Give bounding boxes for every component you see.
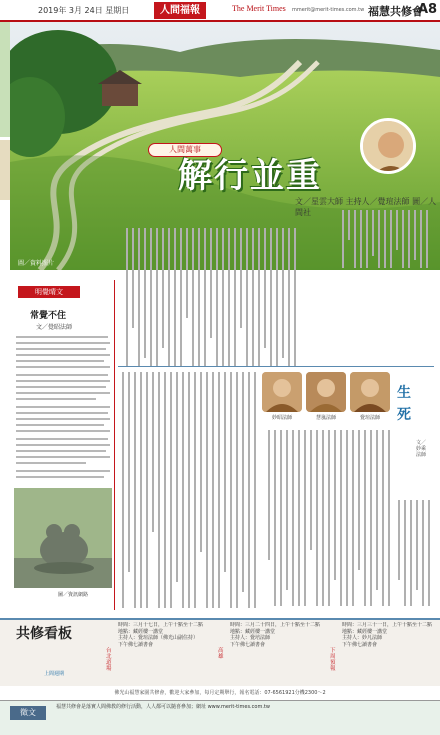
event-card-2 [230, 622, 326, 684]
event-time: 時間：三月二十四日，上午十點至十二點 [230, 622, 321, 628]
feature-title: 生死 [397, 385, 411, 423]
byline-host: 主持人／覺瑄法師 [345, 197, 410, 206]
newspaper-logo: 人間福報 [154, 2, 206, 19]
lower-article-left [118, 372, 258, 612]
column-text-lines [14, 334, 112, 484]
adjacent-page-strip-2 [0, 140, 10, 200]
event-card-1 [118, 622, 214, 684]
event-host: 主持人：覺瑄法師（佛光山副住持） [118, 635, 199, 642]
page-number: A8 [418, 2, 438, 17]
events-subtitle: 上間週期 [44, 671, 65, 677]
event-extra: 下午佛七讀書會 [342, 641, 378, 648]
byline-illustration: 圖／人間社 [295, 197, 437, 217]
hero-photo-credit: 圖／資料照片 [18, 260, 55, 267]
event-place: 地點：藏經樓一講堂 [230, 628, 276, 635]
footer-text: 福慧共修會是落實人間佛教的修行活動，人人都可以隨喜參加；網址 www.merit-times.com.tw [56, 704, 270, 710]
feature-author: 文／妙乘法師 [416, 440, 427, 458]
speaker-name-1: 妙昭法師 [271, 415, 292, 421]
hero-title: 解行並重 [178, 156, 322, 196]
adjacent-page-strip [0, 22, 10, 137]
section-title: 福慧共修會 [368, 5, 423, 18]
event-time: 時間：三月三十一日，上午十點至十二點 [342, 622, 433, 628]
event-host: 主持人：覺培法師 [230, 635, 271, 642]
event-col-label-1: 台北道場 [106, 648, 112, 672]
hero-badge: 人間萬事 [148, 143, 222, 157]
speaker-name-2: 慧嵐法師 [315, 415, 336, 421]
speaker-name-3: 覺瑄法師 [359, 415, 380, 421]
events-note: 佛光山福慧家園共修會，歡迎大家參加，每月定期舉行，報名電話：07-6561921分機2300～2 [0, 688, 440, 698]
speaker-photo-2 [306, 372, 346, 412]
column-title: 常覺不住 [30, 311, 67, 321]
column-body [14, 334, 112, 484]
frog-photo-credit: 圖／資訊網路 [58, 592, 89, 598]
footer-tag: 徵文 [10, 706, 46, 720]
lower-article-right [262, 430, 392, 610]
event-time: 時間：三月十七日，上午十點至十二點 [118, 622, 204, 628]
column-author: 文／覺昭法師 [36, 324, 73, 331]
column-divider [114, 280, 115, 610]
main-article-lines [118, 228, 298, 368]
main-article-top-right [300, 210, 430, 270]
main-article-upper [118, 228, 298, 368]
master-portrait [360, 118, 416, 174]
frog-statue-photo [14, 488, 112, 588]
speaker-photo-1 [262, 372, 302, 412]
speaker-photos [262, 372, 392, 420]
event-place: 地點：藏經樓一講堂 [118, 628, 164, 635]
issue-date: 2019年 3月 24日 星期日 [38, 6, 130, 15]
byline-author: 文／星雲大師 [295, 197, 343, 206]
event-card-3 [342, 622, 434, 684]
event-host: 主持人：妙凡法師 [342, 635, 383, 642]
event-col-label-2: 高雄 [218, 648, 224, 660]
speaker-photo-3 [350, 372, 390, 412]
event-col-label-3: 下周預報 [330, 648, 336, 672]
email-address: mmerit@merit-times.com.tw [292, 7, 365, 13]
section-divider [118, 366, 434, 367]
english-brand: The Merit Times [232, 4, 286, 13]
event-place: 地點：藏經樓一講堂 [342, 628, 388, 635]
event-extra: 下午佛七讀書會 [118, 641, 154, 648]
column-tag: 明覺晴文 [18, 286, 80, 298]
event-extra: 下午佛七讀書會 [230, 641, 266, 648]
feature-text-lines [396, 500, 432, 610]
events-title: 共修看板 [16, 626, 72, 642]
